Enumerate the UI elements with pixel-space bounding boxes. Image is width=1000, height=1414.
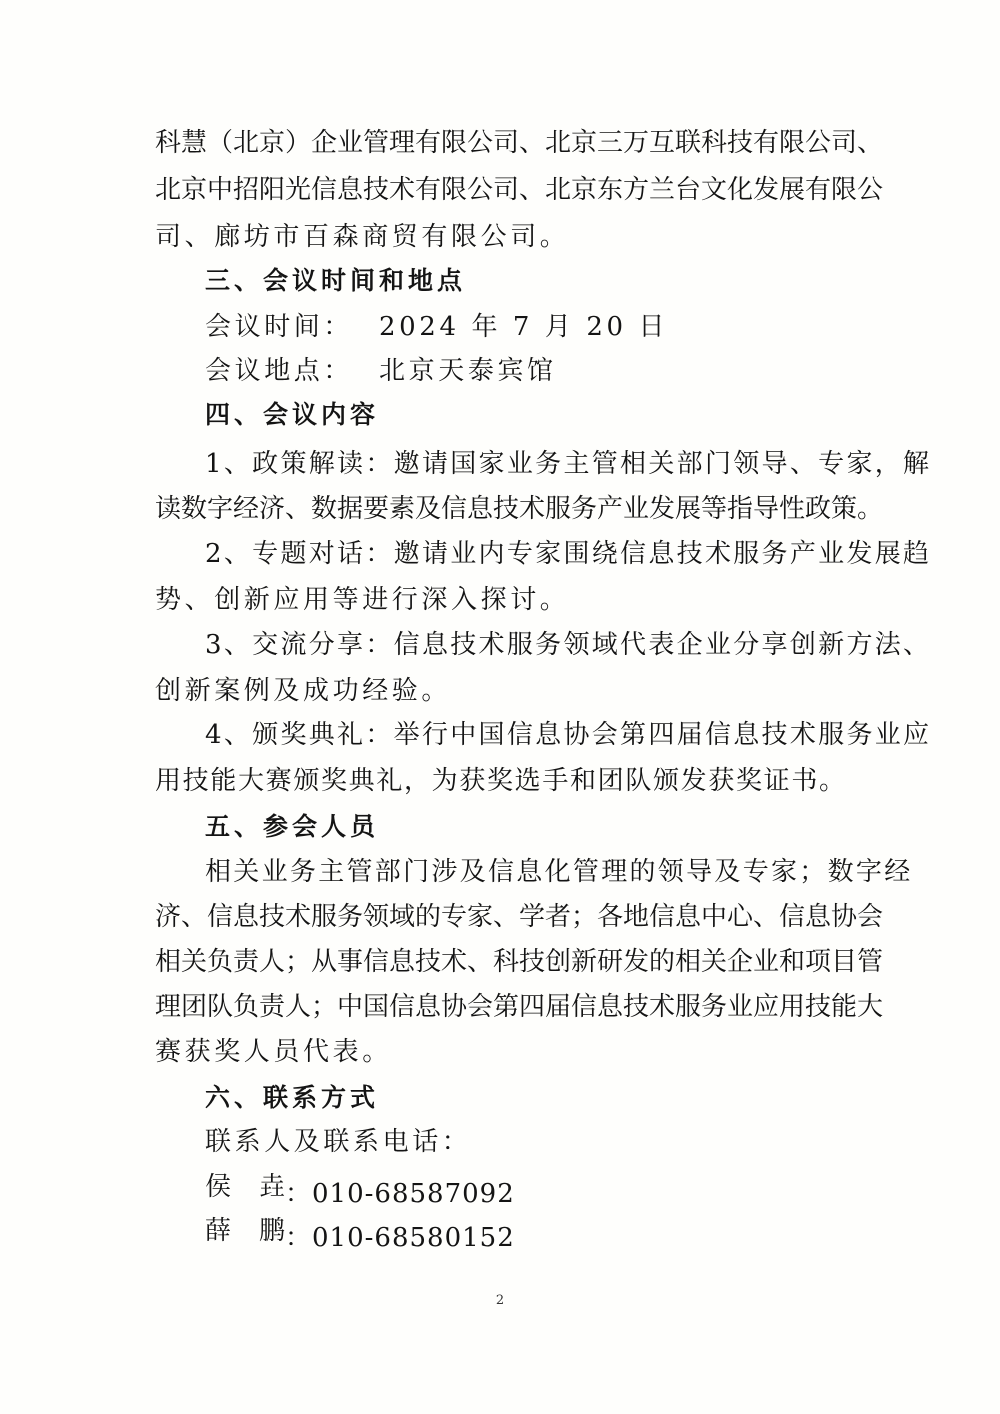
contact-phone-2: ：010-68580152 [285,1223,515,1253]
meeting-place-label: 会议地点： [205,356,354,386]
attendees-line-3: 相关负责人；从事信息技术、科技创新研发的相关企业和项目管 [155,947,884,977]
meeting-place-value: 北京天泰宾馆 [379,356,557,386]
contact-name-1: 侯 垚 [205,1172,285,1202]
contact-row-1 [205,1172,515,1209]
content-item-2-line-1: 2、专题对话：邀请业内专家围绕信息技术服务产业发展趋 [205,539,932,569]
meeting-time-value: 2024 年 7 月 20 日 [379,312,669,342]
section-heading-time-place: 三、会议时间和地点 [205,266,467,295]
content-item-1-line-2: 读数字经济、数据要素及信息技术服务产业发展等指导性政策。 [155,494,884,524]
attendees-line-4: 理团队负责人；中国信息协会第四届信息技术服务业应用技能大 [155,992,884,1022]
body-line-3: 司、廊坊市百森商贸有限公司。 [155,222,570,252]
content-item-3-line-1: 3、交流分享：信息技术服务领域代表企业分享创新方法、 [205,630,932,660]
section-heading-attendees: 五、参会人员 [205,812,380,841]
content-item-4-line-2: 用技能大赛颁奖典礼，为获奖选手和团队颁发获奖证书。 [155,766,845,796]
meeting-time-label: 会议时间： [205,312,354,342]
section-heading-content: 四、会议内容 [205,400,380,429]
content-item-4-line-1: 4、颁奖典礼：举行中国信息协会第四届信息技术服务业应 [205,720,932,750]
contact-name-2: 薛 鹏 [205,1216,285,1246]
contact-row-2 [205,1216,515,1253]
body-line-1: 科慧（北京）企业管理有限公司、北京三万互联科技有限公司、 [155,128,884,158]
meeting-time [205,312,668,342]
attendees-line-1: 相关业务主管部门涉及信息化管理的领导及专家；数字经 [205,857,913,887]
body-line-2: 北京中招阳光信息技术有限公司、北京东方兰台文化发展有限公 [155,175,884,205]
content-item-3-line-2: 创新案例及成功经验。 [155,676,452,706]
content-item-2-line-2: 势、创新应用等进行深入探讨。 [155,585,570,615]
contact-intro: 联系人及联系电话： [205,1127,472,1157]
section-heading-contact: 六、联系方式 [205,1083,380,1112]
attendees-line-2: 济、信息技术服务领域的专家、学者；各地信息中心、信息协会 [155,902,884,932]
attendees-line-5: 赛获奖人员代表。 [155,1037,392,1067]
contact-phone-1: ：010-68587092 [285,1179,515,1209]
page-number: 2 [495,1293,505,1308]
content-item-1-line-1: 1、政策解读：邀请国家业务主管相关部门领导、专家，解 [205,449,932,479]
meeting-place [205,356,557,386]
